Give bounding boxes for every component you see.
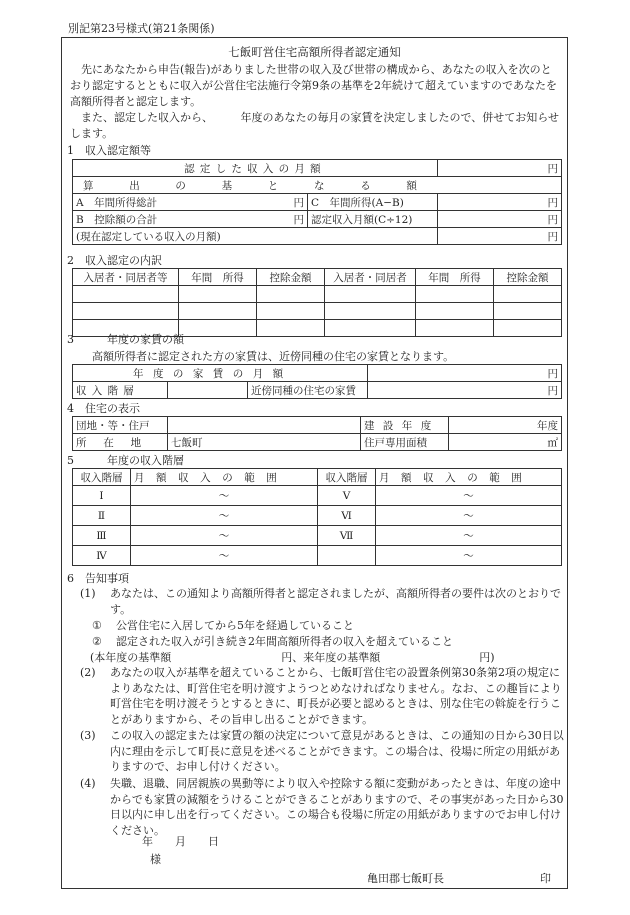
tier-label: Ⅶ xyxy=(318,526,376,546)
tier-label: Ⅱ xyxy=(73,506,131,526)
intro-paragraph-2: また、認定した収入から、 年度のあなたの毎月の家賃を決定しましたので、併せてお知らせします。 xyxy=(70,111,559,140)
yen-unit: 円 xyxy=(293,196,304,209)
income-table xyxy=(72,159,562,245)
tier-label: Ⅲ xyxy=(73,526,131,546)
table-row xyxy=(73,506,562,526)
rent-table xyxy=(72,364,562,399)
addressee-suffix: 様 xyxy=(150,853,161,866)
table-row xyxy=(73,546,562,566)
item-text: あなたは、この通知より高額所得者と認定されましたが、高額所得者の要件は次のとおりです。 xyxy=(110,587,561,616)
item-text: あなたの収入が基準を超えていることから、七飯町営住宅の設置条例第30条第2項の規定によりあなたは、町営住宅を明け渡すようつとめなければなりません。なお、この趣旨により町営住宅を明け渡そうとするときに、町長が必要と認めるときは、別な住宅の斡旋を行うことがありますから、その旨申し出ることができます。 xyxy=(110,666,562,726)
requirement-text: 認定された収入が引き続き2年間高額所得者の収入を超えていること xyxy=(116,635,453,648)
annual-total-label: A 年間所得総計 xyxy=(76,196,158,209)
item-number: (1) xyxy=(80,587,96,600)
standard-amounts: (本年度の基準額 円、来年度の基準額 円) xyxy=(90,651,495,664)
table-row xyxy=(73,526,562,546)
basis-label: 算出の基となる額 xyxy=(73,177,562,194)
tier-label: Ⅰ xyxy=(73,486,131,506)
requirement-text: 公営住宅に入居してから5年を経過していること xyxy=(116,619,354,632)
table-row xyxy=(73,194,562,211)
deduction-total-label: B 控除額の合計 xyxy=(76,213,158,226)
table-row xyxy=(73,177,562,194)
range-cell: 〜 xyxy=(376,506,562,526)
annual-income-label: C 年間所得(A−B) xyxy=(308,194,438,211)
tier-label: Ⅳ xyxy=(73,546,131,566)
yen-unit: 円 xyxy=(368,382,562,399)
section-6-heading: 6 告知事項 xyxy=(67,572,129,585)
intro-paragraph: 先にあなたから申告(報告)がありました世帯の収入及び世帯の構成から、あなたの収入を次のとおり認定するとともに収入が公営住宅法施行令第9条の基準を2年続けて超えていますのであなたを高額所得者と認定します。 xyxy=(70,63,557,108)
date-line: 年 月 日 xyxy=(142,835,219,848)
table-row xyxy=(73,486,562,506)
range-cell: 〜 xyxy=(131,526,318,546)
range-cell: 〜 xyxy=(376,546,562,566)
nearby-rent-label: 近傍同種の住宅の家賃 xyxy=(248,382,368,399)
yen-unit: 円 xyxy=(293,213,304,226)
column-header: 年間 所得 xyxy=(416,269,494,286)
item-number: (2) xyxy=(80,666,96,679)
column-header: 控除金額 xyxy=(257,269,325,286)
table-row xyxy=(73,211,562,228)
column-header: 月額収入の範囲 xyxy=(376,469,562,486)
location-value: 七飯町 xyxy=(168,434,361,451)
range-cell: 〜 xyxy=(376,486,562,506)
tier-label xyxy=(318,546,376,566)
current-income-label: (現在認定している収入の月額) xyxy=(73,228,438,245)
range-cell: 〜 xyxy=(131,506,318,526)
yen-unit: 円 xyxy=(368,365,562,382)
notice-item-3 xyxy=(80,728,564,775)
year-unit: 年度 xyxy=(449,417,562,434)
table-row xyxy=(73,382,562,399)
column-header: 収入階層 xyxy=(318,469,376,486)
item-text: 失職、退職、同居親族の異動等により収入や控除する額に変動があったときは、年度の途中からでも家賃の減額をうけることができることがありますので、その事実があった日から30日以内に申し出を行ってください。この場合も役場に所定の用紙がありますのでお申し付けください。 xyxy=(110,777,564,837)
section-5-heading: 5 年度の収入階層 xyxy=(67,454,184,467)
breakdown-table xyxy=(72,268,562,337)
table-header-row xyxy=(73,269,562,286)
section-1-heading: 1 収入認定額等 xyxy=(67,144,151,157)
table-row xyxy=(73,228,562,245)
document-title: 七飯町営住宅高額所得者認定通知 xyxy=(228,45,401,59)
issuer-name: 亀田郡七飯町長 xyxy=(367,872,444,885)
table-row xyxy=(73,434,562,451)
tier-label: Ⅵ xyxy=(318,506,376,526)
table-row xyxy=(73,303,562,320)
tier-label: Ⅴ xyxy=(318,486,376,506)
item-text: この収入の認定または家賃の額の決定について意見があるときは、この通知の日から30日以内に理由を示して町長に意見を述べることができます。この場合は、役場に所定の用紙がありますので、お申し付けください。 xyxy=(110,729,564,773)
seal-mark: 印 xyxy=(540,872,551,885)
range-cell: 〜 xyxy=(376,526,562,546)
requirement-1 xyxy=(92,618,562,634)
yen-unit: 円 xyxy=(438,160,562,177)
item-number: (4) xyxy=(80,777,96,790)
section-2-heading: 2 収入認定の内訳 xyxy=(67,254,162,267)
tier-table xyxy=(72,468,562,566)
column-header: 収入階層 xyxy=(73,469,131,486)
location-label: 所在地 xyxy=(73,434,168,451)
floor-area-label: 住戸専用面積 xyxy=(361,434,449,451)
notice-item-4 xyxy=(80,776,564,838)
yen-unit: 円 xyxy=(438,228,562,245)
yen-unit: 円 xyxy=(438,211,562,228)
column-header: 入居者・同居者等 xyxy=(73,269,179,286)
income-tier-label: 収入階層 xyxy=(73,382,168,399)
column-header: 月額収入の範囲 xyxy=(131,469,318,486)
column-header: 入居者・同居者 xyxy=(325,269,416,286)
table-header-row xyxy=(73,469,562,486)
range-cell: 〜 xyxy=(131,486,318,506)
area-unit: ㎡ xyxy=(449,434,562,451)
notice-form xyxy=(61,37,568,889)
rent-note: 高額所得者に認定された方の家賃は、近傍同種の住宅の家賃となります。 xyxy=(92,350,455,363)
section-3-heading: 3 年度の家賃の額 xyxy=(67,333,184,346)
form-number-label: 別記第23号様式(第21条関係) xyxy=(68,22,215,35)
notice-item-2 xyxy=(80,665,564,727)
housing-table xyxy=(72,416,562,451)
table-row xyxy=(73,286,562,303)
rent-monthly-label: 年度の家賃の月額 xyxy=(73,365,368,382)
table-row xyxy=(73,160,562,177)
table-row xyxy=(73,365,562,382)
table-row xyxy=(73,417,562,434)
complex-label: 団地・等・住戸 xyxy=(73,417,168,434)
circled-number: ② xyxy=(92,635,102,648)
monthly-income-label: 認定した収入の月額 xyxy=(73,160,438,177)
requirement-2 xyxy=(92,634,562,650)
yen-unit: 円 xyxy=(438,194,562,211)
monthly-recognized-label: 認定収入月額(C÷12) xyxy=(308,211,438,228)
construction-year-label: 建設年度 xyxy=(361,417,449,434)
column-header: 控除金額 xyxy=(494,269,562,286)
circled-number: ① xyxy=(92,619,102,632)
section-4-heading: 4 住宅の表示 xyxy=(67,402,140,415)
range-cell: 〜 xyxy=(131,546,318,566)
notice-item-1 xyxy=(80,586,564,617)
item-number: (3) xyxy=(80,729,96,742)
column-header: 年間 所得 xyxy=(179,269,257,286)
